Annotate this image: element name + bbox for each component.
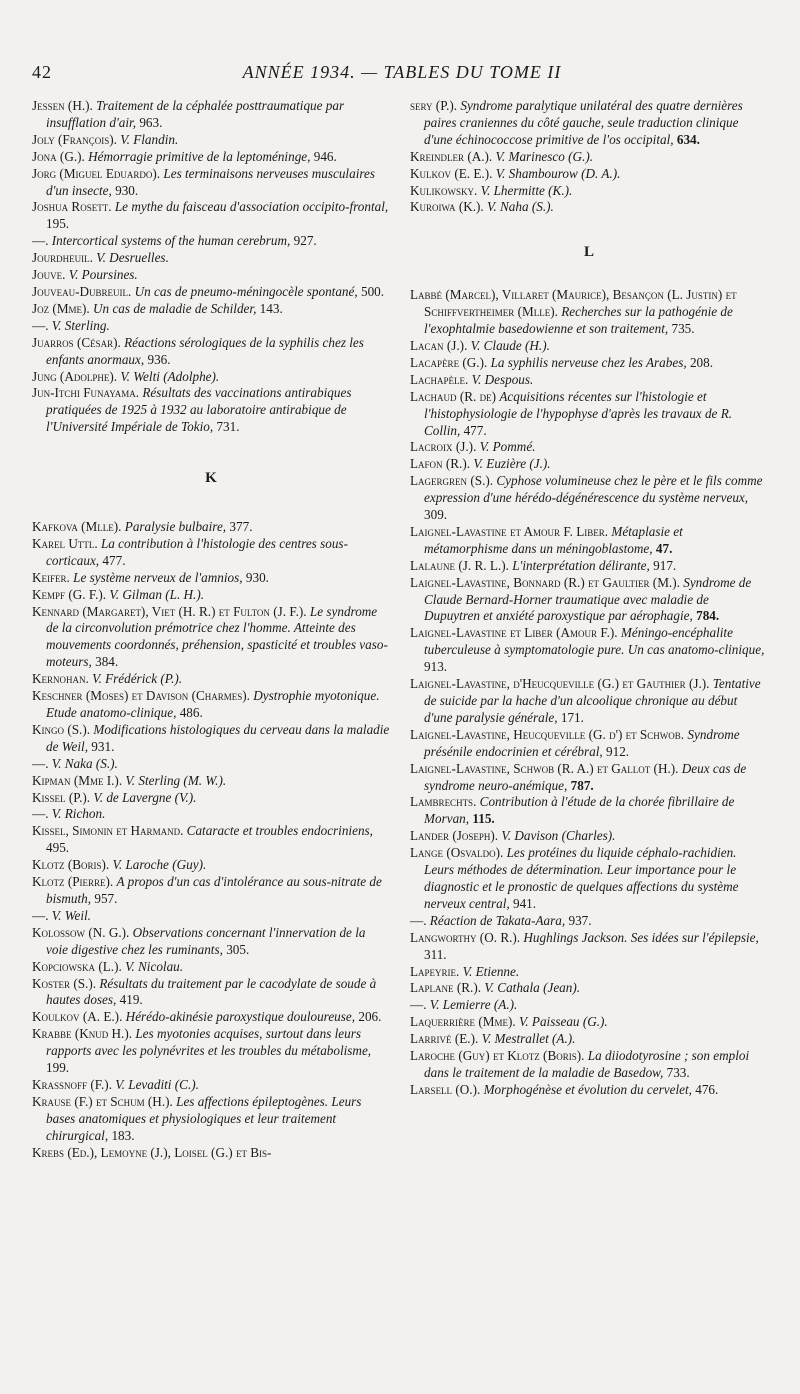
index-entry [410, 98, 768, 149]
entry-title: Tentative de suicide par la hache d'un alcoolique chronique au début d'une paralysie générale, [424, 676, 761, 725]
entry-author: Krassnoff (F.). [32, 1076, 112, 1092]
entry-title: V. Flandin. [120, 131, 179, 147]
entry-author: Lange (Osvaldo). [410, 845, 504, 861]
entry-title: Cyphose volumineuse chez le père et le fils comme expression d'une hérédo-dégénérescence du système nerveux, [424, 473, 763, 506]
index-entry [32, 369, 390, 386]
entry-author: Kempf (G. F.). [32, 586, 107, 602]
entry-page-ref: 143. [259, 300, 283, 316]
entry-author: Kissel, Simonin et Harmand. [32, 823, 184, 839]
index-entry [410, 456, 768, 473]
entry-author: —. [32, 806, 49, 822]
entry-author: Jourdheuil. [32, 250, 93, 266]
index-entry [32, 335, 390, 369]
entry-author: Koster (S.). [32, 975, 97, 991]
entry-author: Lapeyrie. [410, 963, 460, 979]
entry-page-ref: 937. [568, 912, 592, 928]
entry-page-ref: 419. [119, 992, 143, 1008]
entry-author: Laignel-Lavastine et Liber (Amour F.). [410, 625, 618, 641]
index-entry [410, 1014, 768, 1031]
entry-author: Kennard (Margaret), Viet (H. R.) et Fulton (J. F.). [32, 603, 307, 619]
entry-page-ref: 917. [653, 557, 677, 573]
index-entry [410, 761, 768, 795]
entry-title: Métaplasie et métamorphisme dans un méningoblastome, [424, 523, 683, 556]
index-entry [32, 925, 390, 959]
running-title: ANNÉE 1934. — TABLES DU TOME II [242, 62, 562, 82]
entry-title: V. Nicolau. [125, 958, 184, 974]
entry-page-ref: 477. [102, 552, 126, 568]
index-entry [32, 385, 390, 436]
entry-author: Lambrechts. [410, 794, 477, 810]
index-entry [32, 1094, 390, 1145]
index-entry [410, 625, 768, 676]
index-entry [410, 149, 768, 166]
entry-title: Le système nerveux de l'amnios, [73, 569, 243, 585]
index-entry [32, 823, 390, 857]
index-entry [32, 149, 390, 166]
index-entry [410, 794, 768, 828]
entry-title: Le syndrome de la circonvolution prémotrice chez l'homme. Atteinte des mouvements coordonnés, préhension, spasticité et troubles vaso-moteurs, [46, 603, 388, 670]
entry-page-ref: 309. [424, 507, 448, 523]
index-entry [410, 389, 768, 440]
left-column [32, 98, 390, 1161]
entry-page-ref: 784. [696, 608, 720, 624]
entry-title: V. de Lavergne (V.). [93, 789, 197, 805]
entry-page-ref: 305. [226, 941, 250, 957]
entry-title: Cataracte et troubles endocriniens, [186, 823, 373, 839]
entry-author: Krause (F.) et Schum (H.). [32, 1093, 173, 1109]
entry-page-ref: 931. [91, 738, 115, 754]
entry-author: Jorg (Miguel Eduardo). [32, 165, 161, 181]
entry-author: Juarros (César). [32, 334, 121, 350]
entry-title: Intercortical systems of the human cerebrum, [51, 233, 291, 249]
index-entry [32, 250, 390, 267]
entry-author: Kulikowsky. [410, 182, 478, 198]
entry-author: Klotz (Boris). [32, 857, 110, 873]
entry-author: Lacapère (G.). [410, 354, 488, 370]
page-header [32, 62, 772, 86]
entry-title: V. Cathala (Jean). [484, 980, 581, 996]
entry-title: V. Sterling (M. W.). [125, 772, 227, 788]
entry-page-ref: 206. [358, 1009, 382, 1025]
entry-author: —. [32, 233, 49, 249]
index-entry [410, 980, 768, 997]
entry-author: Krebs (Ed.), Lemoyne (J.), Loisel (G.) et Bis- [32, 1144, 272, 1160]
entry-page-ref: 936. [147, 351, 171, 367]
index-entry [410, 913, 768, 930]
entry-author: Lalaune (J. R. L.). [410, 557, 509, 573]
index-entry [410, 845, 768, 913]
entry-title: V. Welti (Adolphe). [120, 368, 220, 384]
entry-page-ref: 735. [671, 321, 695, 337]
entry-title: Morphogénèse et évolution du cervelet, [483, 1081, 692, 1097]
index-entry [410, 287, 768, 338]
entry-author: Langworthy (O. R.). [410, 929, 521, 945]
entry-page-ref: 311. [424, 946, 447, 962]
entry-page-ref: 183. [111, 1127, 135, 1143]
entry-title: Contribution à l'étude de la chorée fibrillaire de Morvan, [424, 794, 735, 827]
entry-author: Keifer. [32, 569, 70, 585]
entry-page-ref: 486. [179, 705, 203, 720]
index-entry [32, 519, 390, 536]
entry-title: V. Lemierre (A.). [429, 997, 518, 1013]
index-entry [410, 439, 768, 456]
entry-title: Les affections épileptogènes. Leurs bases anatomiques et physiologiques et leur traitement chirurgical, [46, 1093, 362, 1143]
index-entry [32, 773, 390, 790]
index-entry [32, 806, 390, 823]
entry-title: Syndrome paralytique unilatéral des quatre dernières paires craniennes du côté gauche, seule traduction clinique d'une échinococcose primitive de l'os occipital, [424, 98, 743, 147]
index-entry [410, 997, 768, 1014]
entry-title: La contribution à l'histologie des centres sous-corticaux, [46, 535, 348, 568]
entry-title: Un cas de maladie de Schilder, [93, 300, 257, 316]
index-entry [32, 1077, 390, 1094]
entry-author: Kipman (Mme I.). [32, 772, 123, 788]
entry-author: Larrivé (E.). [410, 1031, 479, 1047]
index-entry [32, 1026, 390, 1077]
index-entry [410, 964, 768, 981]
section-letter: L [583, 244, 594, 261]
entry-author: Lachaud (R. de) [410, 388, 497, 404]
index-entry [32, 284, 390, 301]
index-entry [410, 473, 768, 524]
entry-page-ref: 733. [666, 1064, 690, 1080]
entry-author: Kissel (P.). [32, 789, 91, 805]
page-number: 42 [32, 62, 52, 82]
entry-title: V. Despous. [471, 371, 534, 387]
index-entry [32, 976, 390, 1010]
entry-author: Joz (Mme). [32, 300, 90, 316]
index-entry [32, 908, 390, 925]
entry-author: Kopciowska (L.). [32, 958, 122, 974]
entry-page-ref: 930. [115, 182, 139, 198]
entry-page-ref: 912. [606, 743, 630, 759]
index-entry [410, 183, 768, 200]
entry-title: Les protéines du liquide céphalo-rachidien. Leurs méthodes de détermination. Leur importance pour le diagnostic et le pronostic de quelques affections du système nerveux central, [424, 845, 739, 911]
entry-author: Laignel-Lavastine et Amour F. Liber. [410, 523, 609, 539]
entry-author: Lacan (J.). [410, 337, 468, 353]
index-entry [32, 301, 390, 318]
entry-title: Le mythe du faisceau d'association occipito-frontal, [114, 199, 389, 215]
entry-author: Kolossow (N. G.). [32, 924, 130, 940]
entry-author: Lagergren (S.). [410, 473, 494, 489]
entry-page-ref: 963. [139, 114, 163, 130]
index-entry [32, 587, 390, 604]
entry-title: Acquisitions récentes sur l'histologie et l'histophysiologie de l'hypophyse d'après les travaux de R. Collin, [424, 388, 733, 438]
entry-page-ref: 476. [695, 1081, 719, 1097]
entry-title: La diiodotyrosine ; son emploi dans le traitement de la maladie de Basedow, [424, 1048, 750, 1080]
entry-title: V. Shambourow (D. A.). [495, 165, 621, 181]
entry-title: A propos d'un cas d'intolérance au sous-nitrate de bismuth, [46, 874, 382, 906]
entry-author: —. [410, 997, 427, 1013]
entry-title: Deux cas de syndrome neuro-anémique, [424, 760, 747, 793]
entry-page-ref: 927. [293, 233, 317, 249]
entry-page-ref: 787. [570, 777, 594, 793]
index-entry [32, 570, 390, 587]
index-entry [32, 959, 390, 976]
entry-title: Syndrome présénile endocrinien et cérébral, [424, 726, 740, 759]
entry-title: Réaction de Takata-Aara, [429, 912, 566, 928]
index-entry [32, 132, 390, 149]
entry-title: Réactions sérologiques de la syphilis chez les enfants anormaux, [46, 334, 364, 367]
entry-title: Paralysie bulbaire, [124, 519, 227, 535]
entry-author: Krabbe (Knud H.). [32, 1026, 133, 1042]
entry-page-ref: 115. [472, 811, 495, 827]
entry-title: Les myotonies acquises, surtout dans leurs rapports avec les polynévrites et les troubles du métabolisme, [46, 1026, 372, 1059]
entry-title: V. Paisseau (G.). [518, 1014, 608, 1030]
entry-author: Lafon (R.). [410, 456, 471, 472]
entry-page-ref: 199. [46, 1060, 70, 1076]
entry-title: V. Davison (Charles). [501, 828, 616, 844]
entry-author: Jun-Itchi Funayama. [32, 385, 140, 401]
entry-title: V. Frédérick (P.). [92, 671, 183, 687]
entry-title: V. Gilman (L. H.). [109, 586, 205, 602]
entry-author: Laignel-Lavastine, Bonnard (R.) et Gaultier (M.). [410, 574, 680, 590]
entry-title: Dystrophie myotonique. Etude anatomo-clinique, [46, 688, 380, 720]
entry-title: V. Euzière (J.). [473, 456, 551, 472]
index-entry [410, 727, 768, 761]
entry-title: Syndrome de Claude Bernard-Horner traumatique avec maladie de Dupuytren et anxiété paroxystique par aérophagie, [424, 574, 752, 624]
entry-title: V. Claude (H.). [470, 337, 550, 353]
entry-page-ref: 913. [424, 659, 448, 675]
entry-page-ref: 208. [689, 354, 714, 370]
index-entry [32, 98, 390, 132]
entry-title: V. Laroche (Guy). [112, 857, 207, 873]
index-entry [32, 688, 390, 722]
entry-author: Laquerrière (Mme). [410, 1014, 516, 1030]
entry-page-ref: 195. [46, 216, 70, 232]
entry-author: —. [410, 912, 427, 928]
entry-title: V. Levaditi (C.). [115, 1076, 199, 1092]
entry-page-ref: 731. [216, 419, 240, 435]
entry-author: Laignel-Lavastine, Schwob (R. A.) et Gallot (H.). [410, 760, 679, 776]
entry-author: Jouve. [32, 267, 66, 283]
entry-title: Résultats des vaccinations antirabiques pratiquées de 1925 à 1932 au laboratoire antirabique de l'Université Impériale de Tokio, [46, 385, 352, 435]
index-entry [32, 233, 390, 250]
entry-author: sery (P.). [410, 98, 458, 113]
index-entry [32, 671, 390, 688]
index-entry [32, 1009, 390, 1026]
entry-author: Laignel-Lavastine, d'Heucqueville (G.) et Gauthier (J.). [410, 676, 710, 692]
entry-author: Lacroix (J.). [410, 439, 477, 455]
entry-page-ref: 47. [655, 540, 673, 556]
index-entry [32, 756, 390, 773]
index-entry [410, 166, 768, 183]
entry-title: V. Sterling. [51, 317, 110, 333]
index-entry [32, 536, 390, 570]
index-entry [32, 318, 390, 335]
entry-author: Lachapèle. [410, 371, 469, 387]
entry-title: V. Richon. [51, 806, 106, 822]
index-entry [410, 676, 768, 727]
index-entry [32, 267, 390, 284]
entry-page-ref: 946. [313, 148, 337, 164]
index-entry [410, 355, 768, 372]
entry-author: Laplane (R.). [410, 980, 482, 996]
entry-author: Joly (François). [32, 131, 117, 147]
index-entry [410, 575, 768, 626]
entry-author: Kreindler (A.). [410, 148, 493, 164]
entry-page-ref: 634. [676, 131, 700, 147]
entry-author: Labbé (Marcel), Villaret (Maurice), Besançon (L. Justin) et Schiffvertheimer (Mlle). [410, 287, 737, 320]
entry-author: Jung (Adolphe). [32, 368, 118, 384]
entry-title: La syphilis nerveuse chez les Arabes, [490, 354, 687, 370]
index-entry [32, 604, 390, 672]
entry-title: Résultats du traitement par le cacodylate de soude à hautes doses, [46, 975, 377, 1008]
entry-author: Kuroiwa (K.). [410, 199, 484, 215]
entry-author: Koulkov (A. E.). [32, 1009, 123, 1025]
index-entry [410, 338, 768, 355]
entry-title: Hughlings Jackson. Ses idées sur l'épilepsie, [523, 929, 759, 945]
entry-author: Kernohan. [32, 671, 89, 687]
entry-title: V. Marinesco (G.). [495, 148, 594, 164]
entry-page-ref: 957. [94, 890, 118, 906]
entry-author: Laroche (Guy) et Klotz (Boris). [410, 1048, 585, 1064]
index-entry [32, 199, 390, 233]
index-entry [410, 199, 768, 216]
entry-author: —. [32, 907, 49, 923]
index-entry [32, 1145, 390, 1162]
index-entry [410, 524, 768, 558]
index-entry [410, 1048, 768, 1082]
entry-title: Recherches sur la pathogénie de l'exophtalmie basedowienne et son traitement, [424, 304, 733, 337]
entry-title: V. Naha (S.). [487, 199, 554, 215]
entry-title: V. Desruelles. [96, 250, 169, 266]
index-entry [410, 1031, 768, 1048]
entry-title: V. Etienne. [462, 963, 520, 979]
entry-page-ref: 930. [245, 569, 269, 585]
index-entry [32, 166, 390, 200]
index-entry [410, 828, 768, 845]
entry-author: Laignel-Lavastine, Heucqueville (G. d') et Schwob. [410, 726, 685, 742]
entry-author: Jona (G.). [32, 148, 85, 164]
entry-title: V. Pommé. [479, 439, 536, 455]
entry-title: Hérédo-akinésie paroxystique douloureuse, [125, 1009, 356, 1025]
entry-author: Larsell (O.). [410, 1081, 481, 1097]
entry-author: —. [32, 755, 49, 771]
entry-author: Klotz (Pierre). [32, 874, 114, 890]
entry-author: Keschner (Moses) et Davison (Charmes). [32, 688, 250, 704]
entry-page-ref: 377. [229, 519, 253, 535]
index-entry [32, 790, 390, 807]
entry-author: Lander (Joseph). [410, 828, 499, 844]
index-entry [410, 372, 768, 389]
entry-title: V. Weil. [51, 907, 91, 923]
section-letter: K [205, 470, 217, 487]
entry-title: Les terminaisons nerveuses musculaires d'un insecte, [46, 165, 375, 198]
entry-page-ref: 477. [463, 422, 487, 438]
entry-page-ref: 495. [46, 840, 70, 856]
entry-author: Jouveau-Dubreuil. [32, 283, 132, 299]
entry-author: Jessen (H.). [32, 98, 93, 113]
entry-title: Un cas de pneumo-méningocèle spontané, [134, 283, 358, 299]
entry-title: Méningo-encéphalite tuberculeuse à symptomatologie pure. Un cas anatomo-clinique, [424, 625, 765, 658]
entry-title: Hémorragie primitive de la leptoméninge, [88, 148, 311, 164]
index-entry [32, 722, 390, 756]
entry-page-ref: 941. [512, 895, 537, 911]
index-entry [410, 930, 768, 964]
entry-author: Kulkov (E. E.). [410, 165, 493, 181]
index-entry [410, 1082, 768, 1099]
entry-author: Karel Uttl. [32, 535, 98, 551]
entry-title: Observations concernant l'innervation de la voie digestive chez les ruminants, [46, 924, 366, 957]
entry-title: V. Lhermitte (K.). [480, 182, 573, 198]
entry-page-ref: 500. [360, 283, 385, 299]
entry-page-ref: 171. [560, 709, 584, 725]
entry-page-ref: 384. [95, 654, 119, 670]
entry-title: Traitement de la céphalée posttraumatique par insufflation d'air, [46, 98, 345, 130]
index-entry [32, 857, 390, 874]
entry-title: V. Mestrallet (A.). [481, 1031, 576, 1047]
right-column [410, 98, 768, 1099]
entry-author: —. [32, 317, 49, 333]
entry-author: Joshua Rosett. [32, 199, 112, 215]
index-entry [32, 874, 390, 908]
entry-title: V. Naka (S.). [51, 755, 118, 771]
entry-author: Kingo (S.). [32, 721, 91, 737]
entry-title: Modifications histologiques du cerveau dans la maladie de Weil, [46, 721, 390, 754]
entry-title: L'interprétation délirante, [512, 557, 650, 573]
index-entry [410, 558, 768, 575]
entry-author: Kafkova (Mlle). [32, 519, 122, 535]
entry-title: V. Poursines. [68, 267, 138, 283]
